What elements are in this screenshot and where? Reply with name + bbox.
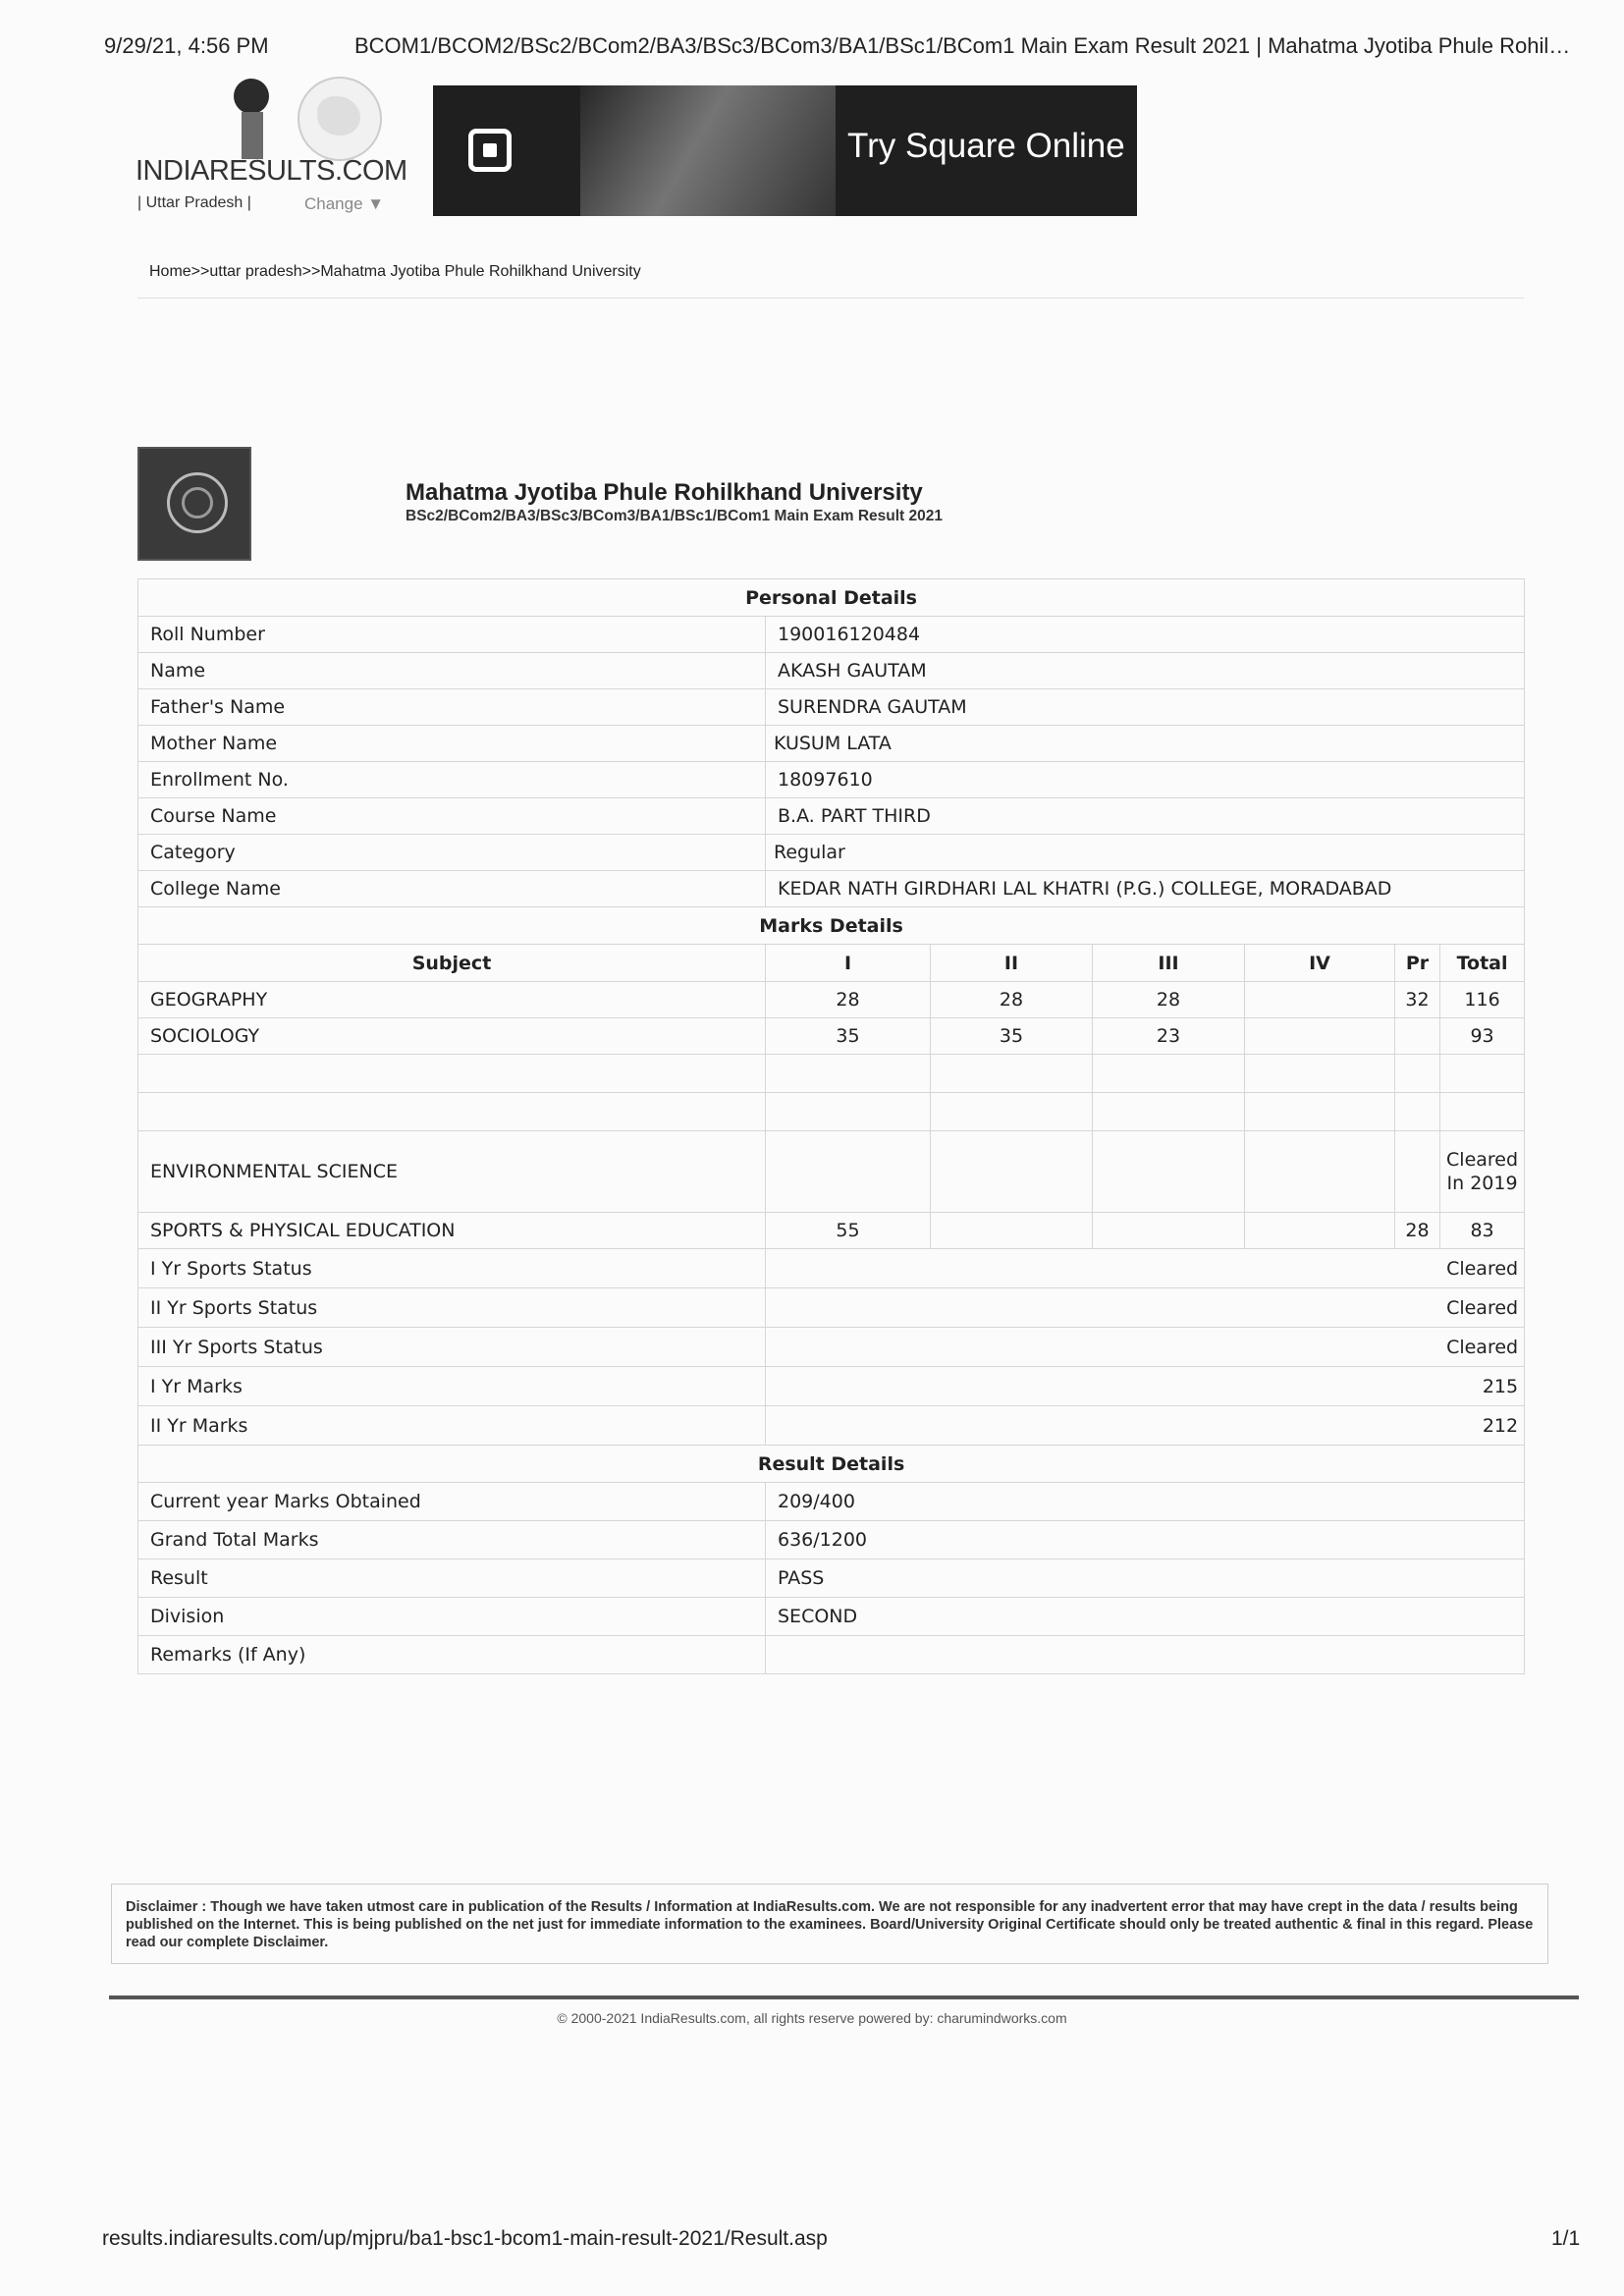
status-label: III Yr Sports Status bbox=[138, 1328, 766, 1367]
column-header: Pr bbox=[1395, 945, 1440, 982]
state-label: | Uttar Pradesh | bbox=[137, 194, 251, 211]
field-value: SURENDRA GAUTAM bbox=[766, 689, 1525, 726]
subject-name bbox=[138, 1055, 766, 1093]
mark-cell bbox=[1395, 1131, 1440, 1213]
mark-cell: 28 bbox=[931, 982, 1093, 1018]
total-cell bbox=[1440, 1055, 1525, 1093]
field-label: Father's Name bbox=[138, 689, 766, 726]
status-value: 215 bbox=[766, 1367, 1525, 1406]
status-label: II Yr Sports Status bbox=[138, 1288, 766, 1328]
exam-title: BSc2/BCom2/BA3/BSc3/BCom3/BA1/BSc1/BCom1 Main Exam Result 2021 bbox=[406, 508, 943, 524]
result-details-heading: Result Details bbox=[138, 1446, 1525, 1483]
table-row bbox=[138, 982, 1525, 1018]
table-row bbox=[138, 689, 1525, 726]
table-row bbox=[138, 1483, 1525, 1521]
field-value: KEDAR NATH GIRDHARI LAL KHATRI (P.G.) COLLEGE, MORADABAD bbox=[766, 871, 1525, 907]
table-row bbox=[138, 726, 1525, 762]
table-row bbox=[138, 1559, 1525, 1598]
field-value: Regular bbox=[766, 835, 1525, 871]
table-row bbox=[138, 871, 1525, 907]
field-value: 209/400 bbox=[766, 1483, 1525, 1521]
result-table bbox=[137, 578, 1525, 1674]
field-label: Result bbox=[138, 1559, 766, 1598]
field-value: B.A. PART THIRD bbox=[766, 798, 1525, 835]
table-row bbox=[138, 1249, 1525, 1288]
table-row bbox=[138, 1636, 1525, 1674]
field-value: 190016120484 bbox=[766, 617, 1525, 653]
table-row bbox=[138, 1055, 1525, 1093]
mark-cell bbox=[1093, 1055, 1245, 1093]
table-row bbox=[138, 617, 1525, 653]
university-seal-icon bbox=[137, 447, 251, 561]
column-header: Total bbox=[1440, 945, 1525, 982]
mark-cell: 28 bbox=[1395, 1213, 1440, 1249]
field-label: Remarks (If Any) bbox=[138, 1636, 766, 1674]
field-label: Course Name bbox=[138, 798, 766, 835]
column-header: III bbox=[1093, 945, 1245, 982]
mark-cell: 35 bbox=[931, 1018, 1093, 1055]
total-cell: Cleared In 2019 bbox=[1440, 1131, 1525, 1213]
mark-cell bbox=[931, 1213, 1093, 1249]
marks-header-row bbox=[138, 945, 1525, 982]
table-row bbox=[138, 1288, 1525, 1328]
table-row bbox=[138, 835, 1525, 871]
mark-cell: 23 bbox=[1093, 1018, 1245, 1055]
logo-text: INDIARESULTS.COM bbox=[135, 155, 407, 187]
table-row bbox=[138, 1328, 1525, 1367]
mark-cell bbox=[1245, 1093, 1395, 1131]
field-label: Division bbox=[138, 1598, 766, 1636]
table-row bbox=[138, 1598, 1525, 1636]
field-value: SECOND bbox=[766, 1598, 1525, 1636]
total-cell bbox=[1440, 1093, 1525, 1131]
field-label: Current year Marks Obtained bbox=[138, 1483, 766, 1521]
divider bbox=[137, 298, 1524, 299]
table-row bbox=[138, 1018, 1525, 1055]
field-value: 18097610 bbox=[766, 762, 1525, 798]
field-label: Name bbox=[138, 653, 766, 689]
total-cell: 83 bbox=[1440, 1213, 1525, 1249]
copyright: © 2000-2021 IndiaResults.com, all rights reserve powered by: charumindworks.com bbox=[557, 2010, 1067, 2026]
print-datetime: 9/29/21, 4:56 PM bbox=[104, 33, 269, 58]
total-cell: 93 bbox=[1440, 1018, 1525, 1055]
table-row bbox=[138, 1093, 1525, 1131]
mark-cell: 35 bbox=[766, 1018, 931, 1055]
ad-text: Try Square Online bbox=[847, 127, 1125, 165]
status-value: Cleared bbox=[766, 1328, 1525, 1367]
field-value: 636/1200 bbox=[766, 1521, 1525, 1559]
disclaimer: Disclaimer : Though we have taken utmost care in publication of the Results / Information at IndiaResults.com. We are not responsible for any inadvertent error that may have crept in the data / results being published on the Internet. This is being published on the net just for immediate information to the examinees. Board/University Original Certificate should only be treated authentic & final in this regard. Please read our complete Disclaimer. bbox=[111, 1884, 1548, 1964]
change-state-link[interactable]: Change ▼ bbox=[304, 194, 385, 213]
subject-name: SOCIOLOGY bbox=[138, 1018, 766, 1055]
status-label: I Yr Sports Status bbox=[138, 1249, 766, 1288]
mark-cell bbox=[1245, 1213, 1395, 1249]
column-header: IV bbox=[1245, 945, 1395, 982]
print-page-title: BCOM1/BCOM2/BSc2/BCom2/BA3/BSc3/BCom3/BA1/BSc1/BCom1 Main Exam Result 2021 | Mahatma Jyotiba Phule Rohil… bbox=[354, 33, 1571, 58]
status-label: I Yr Marks bbox=[138, 1367, 766, 1406]
breadcrumb[interactable]: Home>>uttar pradesh>>Mahatma Jyotiba Phule Rohilkhand University bbox=[149, 263, 641, 280]
table-row bbox=[138, 653, 1525, 689]
mark-cell bbox=[1395, 1055, 1440, 1093]
uttar-pradesh-map-icon bbox=[298, 77, 382, 161]
ad-banner[interactable] bbox=[433, 85, 1137, 216]
mark-cell bbox=[931, 1093, 1093, 1131]
mark-cell: 28 bbox=[766, 982, 931, 1018]
field-label: Roll Number bbox=[138, 617, 766, 653]
footer-divider bbox=[109, 1995, 1579, 1999]
field-value: KUSUM LATA bbox=[766, 726, 1525, 762]
mark-cell bbox=[931, 1055, 1093, 1093]
print-page-number: 1/1 bbox=[1551, 2227, 1581, 2250]
square-logo-icon bbox=[468, 129, 512, 172]
field-label: Mother Name bbox=[138, 726, 766, 762]
logo-bar bbox=[242, 112, 263, 159]
mark-cell bbox=[766, 1131, 931, 1213]
mark-cell bbox=[766, 1055, 931, 1093]
table-row bbox=[138, 1213, 1525, 1249]
total-cell: 116 bbox=[1440, 982, 1525, 1018]
mark-cell bbox=[766, 1093, 931, 1131]
table-row bbox=[138, 1367, 1525, 1406]
column-header: II bbox=[931, 945, 1093, 982]
mark-cell: 32 bbox=[1395, 982, 1440, 1018]
subject-name: GEOGRAPHY bbox=[138, 982, 766, 1018]
field-label: Category bbox=[138, 835, 766, 871]
ad-image bbox=[580, 85, 836, 216]
personal-details-heading: Personal Details bbox=[138, 579, 1525, 617]
print-url: results.indiaresults.com/up/mjpru/ba1-bsc1-bcom1-main-result-2021/Result.asp bbox=[102, 2227, 828, 2250]
column-header: Subject bbox=[138, 945, 766, 982]
status-value: Cleared bbox=[766, 1249, 1525, 1288]
table-row bbox=[138, 1406, 1525, 1446]
mark-cell bbox=[1093, 1093, 1245, 1131]
field-value: PASS bbox=[766, 1559, 1525, 1598]
mark-cell bbox=[1245, 1131, 1395, 1213]
table-row bbox=[138, 1131, 1525, 1213]
status-value: 212 bbox=[766, 1406, 1525, 1446]
mark-cell bbox=[931, 1131, 1093, 1213]
mark-cell: 28 bbox=[1093, 982, 1245, 1018]
mark-cell: 55 bbox=[766, 1213, 931, 1249]
field-value bbox=[766, 1636, 1525, 1674]
logo-person-icon bbox=[234, 79, 269, 114]
subject-name: ENVIRONMENTAL SCIENCE bbox=[138, 1131, 766, 1213]
mark-cell bbox=[1245, 982, 1395, 1018]
field-label: College Name bbox=[138, 871, 766, 907]
field-label: Enrollment No. bbox=[138, 762, 766, 798]
table-row bbox=[138, 798, 1525, 835]
status-value: Cleared bbox=[766, 1288, 1525, 1328]
indiaresults-logo[interactable] bbox=[135, 77, 407, 219]
status-label: II Yr Marks bbox=[138, 1406, 766, 1446]
mark-cell bbox=[1245, 1055, 1395, 1093]
field-label: Grand Total Marks bbox=[138, 1521, 766, 1559]
table-row bbox=[138, 762, 1525, 798]
table-row bbox=[138, 1521, 1525, 1559]
mark-cell bbox=[1245, 1018, 1395, 1055]
column-header: I bbox=[766, 945, 931, 982]
university-name: Mahatma Jyotiba Phule Rohilkhand University bbox=[406, 479, 923, 506]
marks-details-heading: Marks Details bbox=[138, 907, 1525, 945]
mark-cell bbox=[1395, 1093, 1440, 1131]
mark-cell bbox=[1395, 1018, 1440, 1055]
mark-cell bbox=[1093, 1213, 1245, 1249]
field-value: AKASH GAUTAM bbox=[766, 653, 1525, 689]
subject-name bbox=[138, 1093, 766, 1131]
subject-name: SPORTS & PHYSICAL EDUCATION bbox=[138, 1213, 766, 1249]
mark-cell bbox=[1093, 1131, 1245, 1213]
